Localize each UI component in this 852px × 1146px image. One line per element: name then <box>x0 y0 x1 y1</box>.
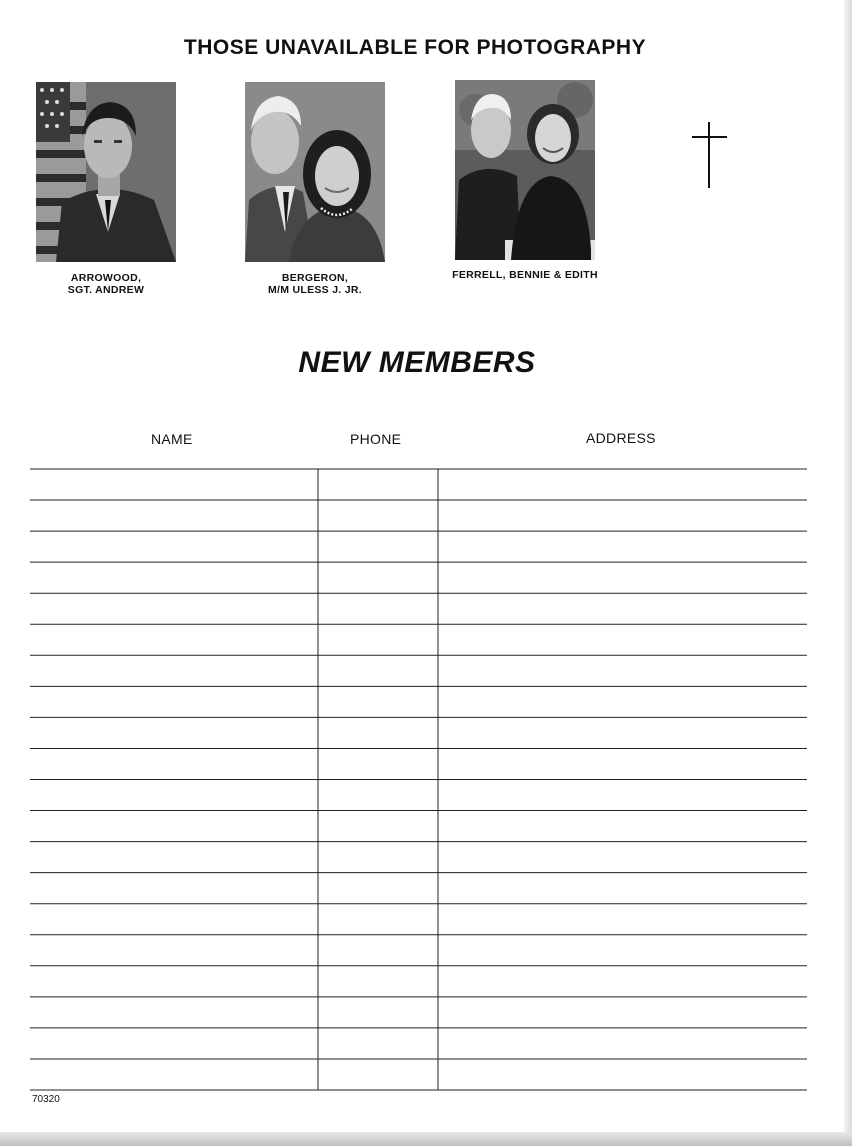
form-code: 70320 <box>32 1094 60 1105</box>
caption-bergeron-line1: BERGERON, <box>281 272 349 284</box>
unavailable-heading: THOSE UNAVAILABLE FOR PHOTOGRAPHY <box>183 36 647 59</box>
column-header-address: ADDRESS <box>586 430 656 446</box>
column-header-phone: PHONE <box>350 431 402 447</box>
caption-ferrell-line1: FERRELL, BENNIE & EDITH <box>452 269 598 281</box>
new-members-heading: NEW MEMBERS <box>298 346 536 379</box>
caption-bergeron-line2: M/M ULESS J. JR. <box>267 284 363 296</box>
column-header-name: NAME <box>151 431 193 447</box>
caption-arrowood-line2: SGT. ANDREW <box>67 284 145 296</box>
caption-arrowood-line1: ARROWOOD, <box>70 272 142 284</box>
